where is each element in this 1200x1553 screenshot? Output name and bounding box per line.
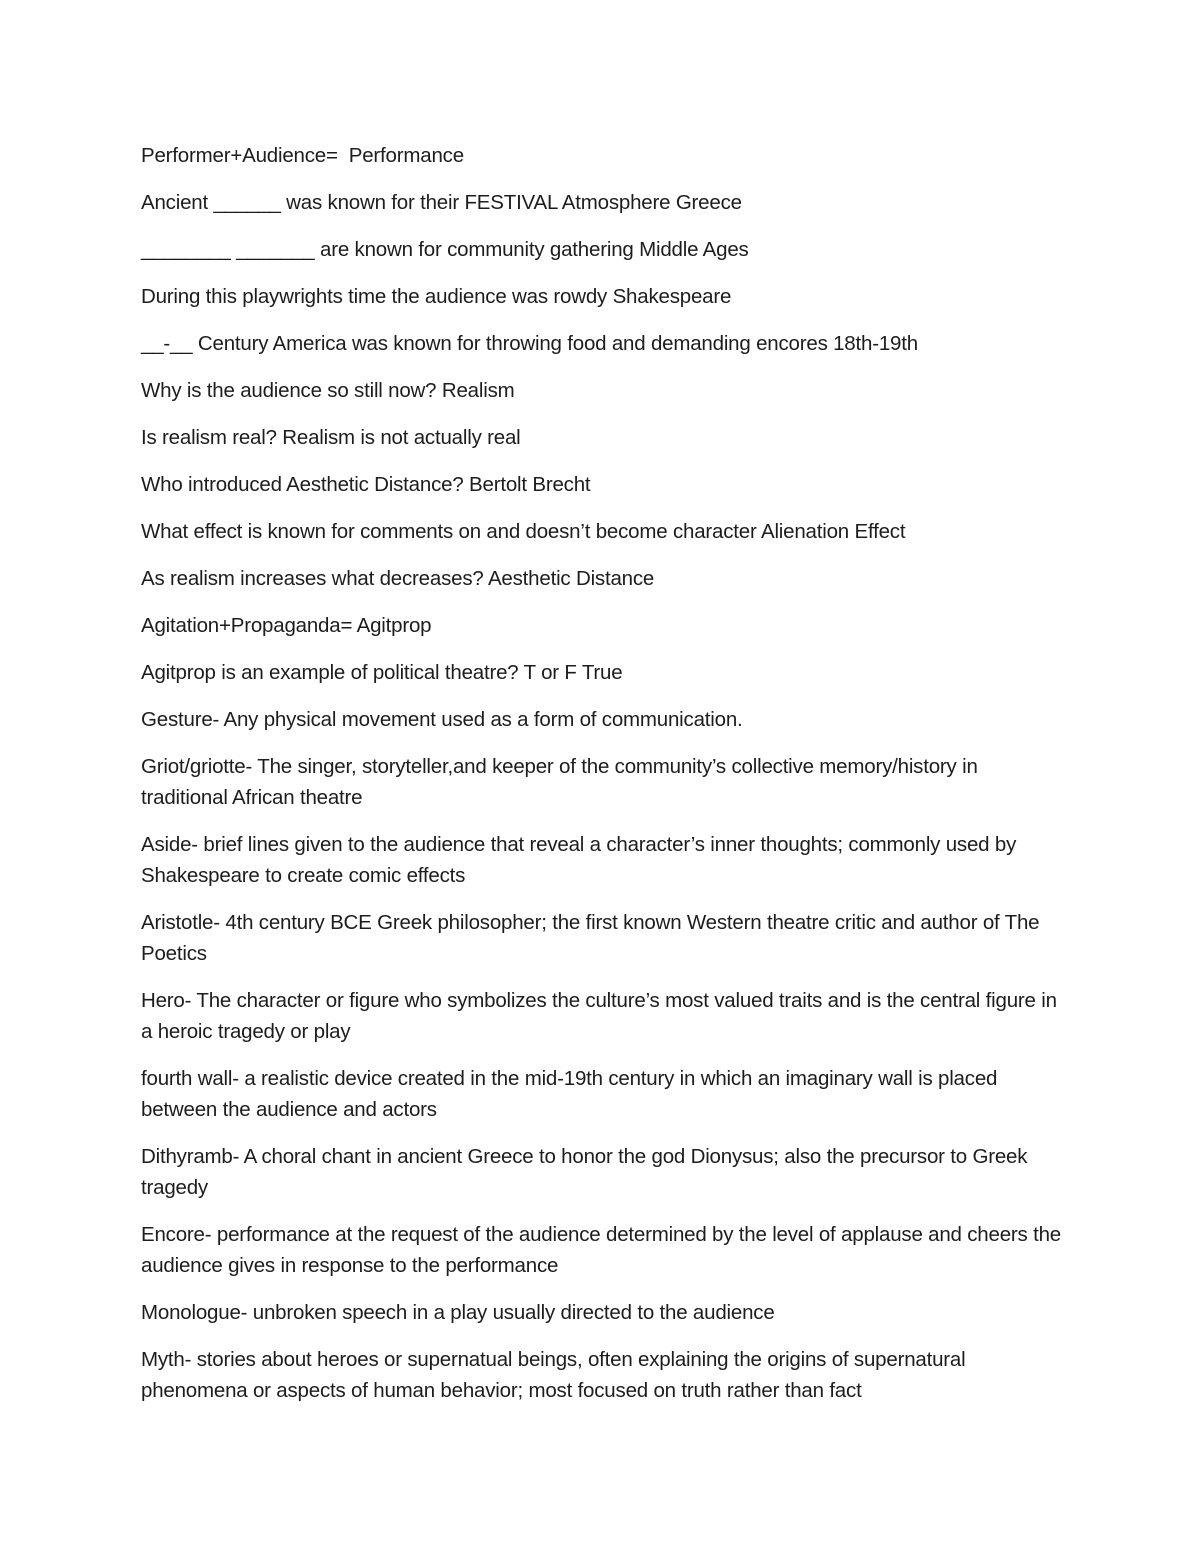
paragraph: Myth- stories about heroes or supernatual beings, often explaining the origins of supernatural phenomena or aspects of human behavior; most focused on truth rather than fact xyxy=(141,1348,971,1402)
paragraph: Is realism real? Realism is not actually real xyxy=(141,426,521,449)
document-body xyxy=(141,140,1066,1422)
paragraph: Why is the audience so still now? Realism xyxy=(141,379,515,402)
paragraph: What effect is known for comments on and doesn’t become character Alienation Effect xyxy=(141,520,906,543)
paragraph: Who introduced Aesthetic Distance? Bertolt Brecht xyxy=(141,473,591,496)
paragraph: Hero- The character or figure who symbolizes the culture’s most valued traits and is the central figure in a heroic tragedy or play xyxy=(141,989,1063,1043)
paragraph: Griot/griotte- The singer, storyteller,and keeper of the community’s collective memory/history in traditional African theatre xyxy=(141,755,984,809)
paragraph: Aside- brief lines given to the audience that reveal a character’s inner thoughts; commonly used by Shakespeare to create comic effects xyxy=(141,833,1022,887)
paragraph: fourth wall- a realistic device created in the mid-19th century in which an imaginary wall is placed between the audience and actors xyxy=(141,1067,1003,1121)
paragraph: As realism increases what decreases? Aesthetic Distance xyxy=(141,567,655,590)
paragraph: Agitprop is an example of political theatre? T or F True xyxy=(141,661,623,684)
paragraph: During this playwrights time the audience was rowdy Shakespeare xyxy=(141,285,732,308)
paragraph: Gesture- Any physical movement used as a form of communication. xyxy=(141,708,743,731)
paragraph: Dithyramb- A choral chant in ancient Greece to honor the god Dionysus; also the precursor to Greek tragedy xyxy=(141,1145,1033,1199)
paragraph: Monologue- unbroken speech in a play usually directed to the audience xyxy=(141,1301,775,1324)
paragraph: Encore- performance at the request of the audience determined by the level of applause and cheers the audience gives in response to the performance xyxy=(141,1223,1067,1277)
paragraph: Ancient ______ was known for their FESTIVAL Atmosphere Greece xyxy=(141,191,742,214)
paragraph: __-__ Century America was known for throwing food and demanding encores 18th-19th xyxy=(141,332,918,355)
paragraph: Performer+Audience= Performance xyxy=(141,144,464,167)
paragraph: Aristotle- 4th century BCE Greek philosopher; the first known Western theatre critic and author of The Poetics xyxy=(141,911,1045,965)
paragraph: Agitation+Propaganda= Agitprop xyxy=(141,614,432,637)
paragraph: ________ _______ are known for community gathering Middle Ages xyxy=(141,238,749,261)
